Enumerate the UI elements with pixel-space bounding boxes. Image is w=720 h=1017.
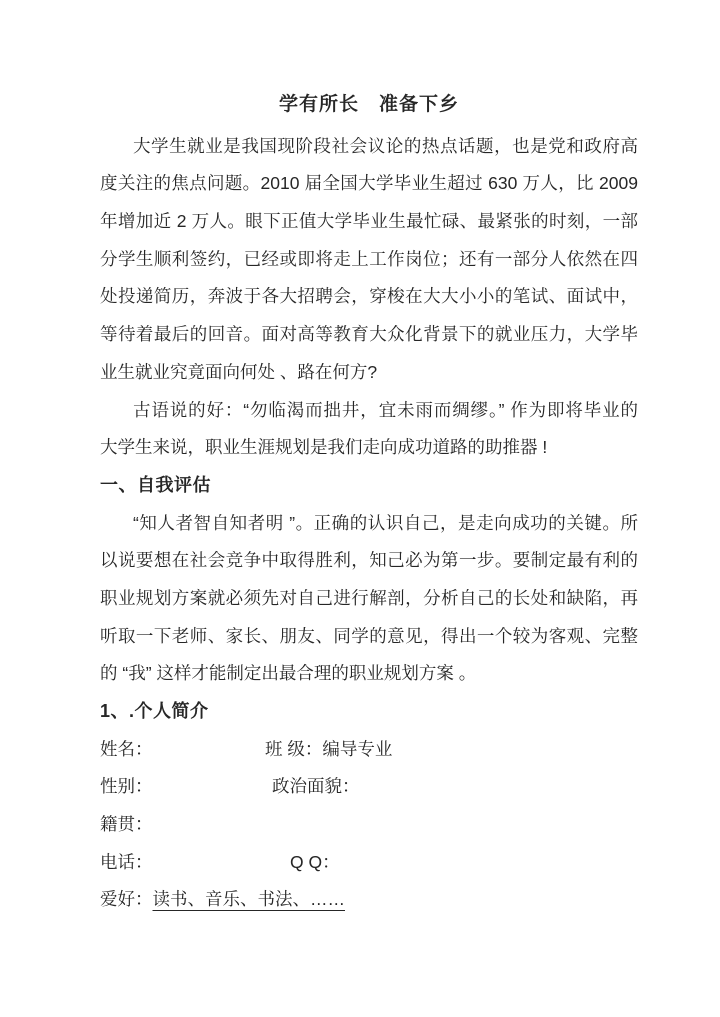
section-heading-personal-profile: 1、.个人简介 (100, 701, 209, 721)
para1-line4: 分学生顺利签约，已经或即将走上工作岗位；还有一部分人依然在四 (100, 248, 638, 269)
para1-line7: 业生就业究竟面向何处 、路在何方? (100, 361, 378, 382)
para3-line5: 的 “我” 这样才能制定出最合理的职业规划方案 。 (100, 663, 477, 684)
field-row-hobbies (100, 881, 638, 919)
para3-line1: “知人者智自知者明 ”。正确的认识自己，是走向成功的关键。所 (133, 512, 638, 533)
field-qq-label: Q Q： (290, 851, 340, 872)
para1-line1: 大学生就业是我国现阶段社会议论的热点话题，也是党和政府高 (133, 135, 638, 156)
field-class-label: 班 级：编导专业 (265, 738, 393, 759)
field-hobbies-value: 读书、音乐、书法、…… (152, 889, 345, 910)
para3-line2: 以说要想在社会竞争中取得胜利，知己必为第一步。要制定最有利的 (100, 550, 638, 571)
field-phone-label: 电话： (100, 851, 153, 872)
para1-line2: 度关注的焦点问题。2010 届全国大学毕业生超过 630 万人，比 2009 (100, 173, 638, 194)
para1-line5: 处投递简历，奔波于各大招聘会，穿梭在大大小小的笔试、面试中， (100, 286, 638, 307)
field-row-gender (100, 768, 638, 806)
field-row-name (100, 731, 638, 769)
para3-line4: 听取一下老师、家长、朋友、同学的意见，得出一个较为客观、完整 (100, 625, 638, 646)
field-row-phone (100, 844, 638, 882)
section-heading-self-assessment: 一、自我评估 (100, 474, 211, 495)
document-title: 学有所长 准备下乡 (278, 94, 459, 115)
para1-line3: 年增加近 2 万人。眼下正值大学毕业生最忙碌、最紧张的时刻，一部 (100, 211, 638, 232)
para3-line3: 职业规划方案就必须先对自己进行解剖，分析自己的长处和缺陷，再 (100, 587, 638, 608)
para1-line6: 等待着最后的回音。面对高等教育大众化背景下的就业压力，大学毕 (100, 324, 638, 345)
field-political-status-label: 政治面貌： (272, 776, 360, 797)
field-hobbies-label: 爱好： (100, 889, 153, 910)
field-row-hometown (100, 806, 638, 844)
field-gender-label: 性别： (100, 776, 153, 797)
field-name-label: 姓名： (100, 738, 153, 759)
field-hometown-label: 籍贯： (100, 814, 153, 835)
para2-line2: 大学生来说，职业生涯规划是我们走向成功道路的助推器 ! (100, 437, 548, 458)
para2-line1: 古语说的好：“勿临渴而拙井，宜未雨而绸缪。” 作为即将毕业的 (133, 399, 638, 420)
